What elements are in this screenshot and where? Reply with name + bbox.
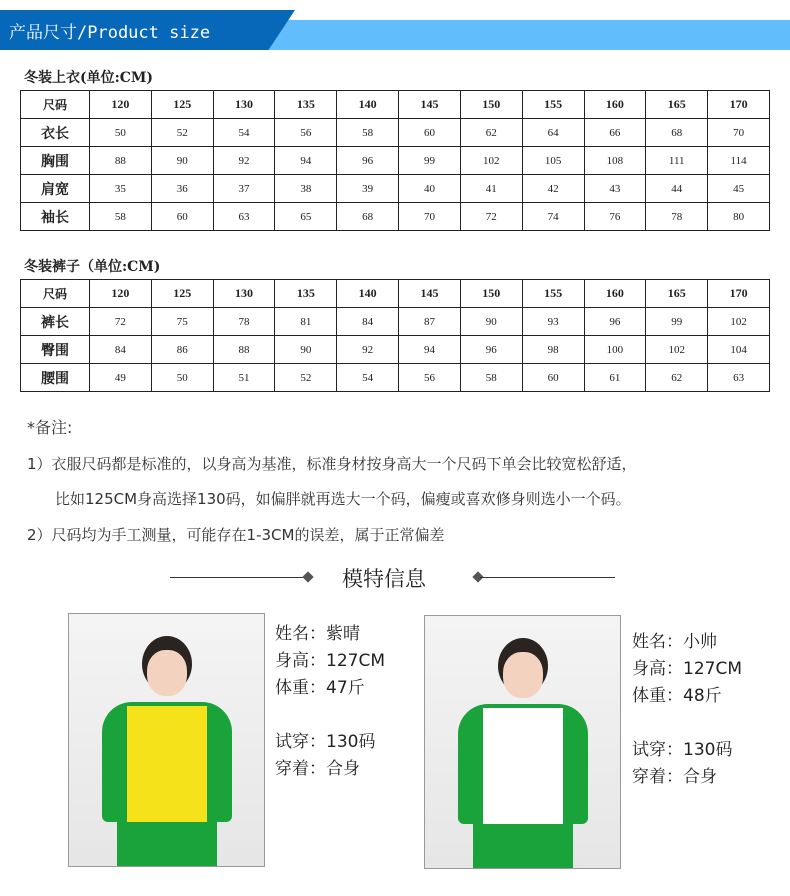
table-row [21,364,770,392]
table-cell: 92 [337,336,399,364]
table-cell: 111 [646,147,708,175]
models-title: 模特信息 [342,567,426,591]
pants-table-caption: 冬装裤子（单位:CM) [24,259,161,275]
row-label: 臀围 [21,336,90,364]
note-2: 2）尺码均为手工测量，可能存在1-3CM的误差，属于正常偏差 [27,526,445,544]
table-cell: 105 [522,147,584,175]
top-table-caption: 冬装上衣(单位:CM) [24,70,154,86]
table-cell: 100 [584,336,646,364]
table-cell: 45 [708,175,770,203]
pants-size-table [20,279,770,392]
model-fit: 穿着：合身 [275,759,360,779]
table-cell: 60 [522,364,584,392]
table-cell: 96 [337,147,399,175]
table-cell: 58 [460,364,522,392]
table-cell: 44 [646,175,708,203]
row-label: 尺码 [21,280,90,308]
model-height: 身高：127CM [632,659,742,679]
table-cell: 155 [522,280,584,308]
row-label: 裤长 [21,308,90,336]
table-cell: 104 [708,336,770,364]
table-cell: 140 [337,91,399,119]
table-cell: 120 [90,280,152,308]
table-cell: 63 [708,364,770,392]
table-cell: 84 [337,308,399,336]
model-weight: 体重：47斤 [275,678,365,698]
table-cell: 125 [151,280,213,308]
table-cell: 56 [275,119,337,147]
model-pants [473,824,573,869]
table-cell: 64 [522,119,584,147]
table-cell: 51 [213,364,275,392]
table-cell: 135 [275,280,337,308]
table-cell: 165 [646,280,708,308]
notes-title: *备注: [27,418,73,437]
table-cell: 61 [584,364,646,392]
table-cell: 140 [337,280,399,308]
table-cell: 170 [708,280,770,308]
table-cell: 114 [708,147,770,175]
table-cell: 49 [90,364,152,392]
table-row [21,203,770,231]
table-cell: 72 [460,203,522,231]
table-cell: 102 [646,336,708,364]
banner-title: 产品尺寸/Product size [9,23,211,43]
model-info [632,629,742,791]
table-cell: 54 [213,119,275,147]
table-cell: 88 [213,336,275,364]
table-cell: 135 [275,91,337,119]
table-cell: 78 [213,308,275,336]
model-name: 姓名：紫晴 [275,624,360,644]
table-cell: 54 [337,364,399,392]
table-cell: 96 [460,336,522,364]
table-cell: 145 [399,280,461,308]
table-cell: 90 [460,308,522,336]
table-cell: 72 [90,308,152,336]
table-cell: 70 [399,203,461,231]
table-row [21,119,770,147]
table-header-row [21,91,770,119]
table-cell: 145 [399,91,461,119]
table-cell: 52 [151,119,213,147]
table-cell: 80 [708,203,770,231]
table-cell: 62 [460,119,522,147]
table-cell: 170 [708,91,770,119]
table-cell: 40 [399,175,461,203]
table-cell: 78 [646,203,708,231]
table-cell: 37 [213,175,275,203]
divider-left [170,577,310,578]
table-cell: 39 [337,175,399,203]
table-cell: 88 [90,147,152,175]
table-cell: 70 [708,119,770,147]
table-row [21,147,770,175]
table-cell: 43 [584,175,646,203]
table-cell: 108 [584,147,646,175]
table-cell: 94 [275,147,337,175]
table-cell: 120 [90,91,152,119]
row-label: 腰围 [21,364,90,392]
model-height: 身高：127CM [275,651,385,671]
table-cell: 60 [151,203,213,231]
table-cell: 81 [275,308,337,336]
table-cell: 63 [213,203,275,231]
table-cell: 90 [275,336,337,364]
row-label: 袖长 [21,203,90,231]
table-cell: 102 [460,147,522,175]
row-label: 尺码 [21,91,90,119]
model-size: 试穿：130码 [275,732,376,752]
row-label: 胸围 [21,147,90,175]
table-cell: 36 [151,175,213,203]
table-cell: 150 [460,280,522,308]
table-cell: 58 [90,203,152,231]
table-cell: 93 [522,308,584,336]
table-cell: 130 [213,280,275,308]
table-cell: 160 [584,91,646,119]
table-cell: 90 [151,147,213,175]
table-cell: 76 [584,203,646,231]
table-cell: 86 [151,336,213,364]
table-cell: 165 [646,91,708,119]
table-cell: 96 [584,308,646,336]
table-cell: 99 [646,308,708,336]
row-label: 肩宽 [21,175,90,203]
section-banner [0,10,790,50]
table-cell: 130 [213,91,275,119]
table-cell: 66 [584,119,646,147]
table-cell: 68 [646,119,708,147]
top-size-table [20,90,770,231]
table-cell: 87 [399,308,461,336]
table-cell: 125 [151,91,213,119]
model-photo [68,613,265,867]
table-cell: 58 [337,119,399,147]
model-photo [424,615,621,869]
table-cell: 42 [522,175,584,203]
model-info [275,621,385,783]
divider-right [480,577,615,578]
table-cell: 41 [460,175,522,203]
table-cell: 56 [399,364,461,392]
model-pants [117,822,217,867]
table-cell: 50 [90,119,152,147]
table-cell: 160 [584,280,646,308]
model-weight: 体重：48斤 [632,686,722,706]
model-fit: 穿着：合身 [632,767,717,787]
table-header-row [21,280,770,308]
table-cell: 60 [399,119,461,147]
model-size: 试穿：130码 [632,740,733,760]
table-cell: 52 [275,364,337,392]
table-cell: 50 [151,364,213,392]
note-1: 1）衣服尺码都是标准的，以身高为基准，标准身材按身高大一个尺码下单会比较宽松舒适， [27,455,637,473]
table-cell: 92 [213,147,275,175]
table-cell: 99 [399,147,461,175]
table-cell: 35 [90,175,152,203]
table-cell: 150 [460,91,522,119]
table-row [21,336,770,364]
table-cell: 38 [275,175,337,203]
model-name: 姓名：小帅 [632,632,717,652]
table-cell: 62 [646,364,708,392]
table-cell: 98 [522,336,584,364]
table-cell: 94 [399,336,461,364]
table-cell: 68 [337,203,399,231]
table-cell: 102 [708,308,770,336]
table-cell: 65 [275,203,337,231]
table-cell: 74 [522,203,584,231]
table-cell: 84 [90,336,152,364]
table-row [21,175,770,203]
table-cell: 155 [522,91,584,119]
table-cell: 75 [151,308,213,336]
note-1b: 比如125CM身高选择130码，如偏胖就再选大一个码，偏瘦或喜欢修身则选小一个码。 [55,490,631,508]
row-label: 衣长 [21,119,90,147]
table-row [21,308,770,336]
diamond-icon [302,571,313,582]
